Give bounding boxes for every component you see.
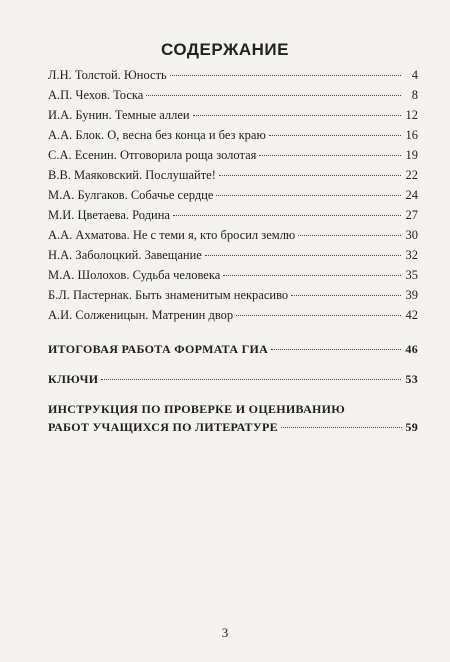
dot-leader	[219, 175, 401, 176]
toc-section-title-line1: ИНСТРУКЦИЯ ПО ПРОВЕРКЕ И ОЦЕНИВАНИЮ	[48, 402, 346, 416]
toc-entry	[48, 206, 418, 224]
dot-leader	[291, 295, 401, 296]
toc-entry	[48, 246, 418, 264]
toc-entry-title: М.А. Шолохов. Судьба человека	[48, 268, 221, 282]
toc-entry-title: М.А. Булгаков. Собачье сердце	[48, 188, 214, 202]
toc-entry	[48, 306, 418, 324]
toc-entry	[48, 66, 418, 84]
toc-entry-page: 42	[405, 308, 418, 322]
toc-section-title-line2-row	[48, 418, 418, 436]
toc-section-instructions	[48, 400, 418, 436]
toc-entry	[48, 86, 418, 104]
toc-section-final-test	[48, 340, 418, 358]
toc-entry	[48, 126, 418, 144]
toc-entry-title: Б.Л. Пастернак. Быть знаменитым некрасиво	[48, 288, 289, 302]
toc-section-page: 46	[405, 342, 418, 356]
toc-entry-page: 8	[411, 88, 418, 102]
dot-leader	[170, 75, 401, 76]
toc-entry-title: Л.Н. Толстой. Юность	[48, 68, 167, 82]
toc-entry-title: А.И. Солженицын. Матренин двор	[48, 308, 234, 322]
toc-entry-page: 22	[405, 168, 418, 182]
toc-entry-page: 4	[411, 68, 418, 82]
toc-entry-page: 24	[405, 188, 418, 202]
toc-entry-page: 30	[405, 228, 418, 242]
toc-section-page: 53	[405, 372, 418, 386]
toc-entry-title: А.П. Чехов. Тоска	[48, 88, 144, 102]
dot-leader	[223, 275, 401, 276]
toc-entry-title: С.А. Есенин. Отговорила роща золотая	[48, 148, 257, 162]
toc-entry-page: 16	[405, 128, 418, 142]
toc-section-keys	[48, 370, 418, 388]
toc-entry-page: 35	[405, 268, 418, 282]
toc-entry	[48, 166, 418, 184]
toc-entry	[48, 266, 418, 284]
toc-entry-title: М.И. Цветаева. Родина	[48, 208, 170, 222]
dot-leader	[193, 115, 401, 116]
toc-entry-title: Н.А. Заболоцкий. Завещание	[48, 248, 202, 262]
page-number: 3	[221, 625, 229, 640]
toc-entry-title: В.В. Маяковский. Послушайте!	[48, 168, 216, 182]
toc-entry	[48, 286, 418, 304]
toc-entry-title: А.А. Блок. О, весна без конца и без краю	[48, 128, 266, 142]
toc-entry-page: 12	[405, 108, 418, 122]
dot-leader	[205, 255, 401, 256]
toc-section-title: КЛЮЧИ	[48, 372, 99, 386]
toc-section-page: 59	[405, 420, 418, 434]
toc-entry-page: 27	[405, 208, 418, 222]
toc-entry-page: 19	[405, 148, 418, 162]
toc-entry	[48, 226, 418, 244]
dot-leader	[216, 195, 401, 196]
toc-entry-page: 39	[405, 288, 418, 302]
dot-leader	[271, 349, 401, 350]
dot-leader	[298, 235, 401, 236]
toc-entry-title: А.А. Ахматова. Не с теми я, кто бросил землю	[48, 228, 296, 242]
dot-leader	[146, 95, 401, 96]
dot-leader	[236, 315, 401, 316]
toc-section-title-line2: РАБОТ УЧАЩИХСЯ ПО ЛИТЕРАТУРЕ	[48, 420, 278, 434]
dot-leader	[269, 135, 401, 136]
toc-entry-title: И.А. Бунин. Темные аллеи	[48, 108, 190, 122]
toc-entry	[48, 186, 418, 204]
dot-leader	[101, 379, 401, 380]
dot-leader	[259, 155, 401, 156]
toc-entry	[48, 146, 418, 164]
page-title: СОДЕРЖАНИЕ	[161, 40, 289, 59]
toc-section-title: ИТОГОВАЯ РАБОТА ФОРМАТА ГИА	[48, 342, 269, 356]
dot-leader	[173, 215, 401, 216]
toc-entry-page: 32	[405, 248, 418, 262]
dot-leader	[281, 427, 403, 428]
toc-entry	[48, 106, 418, 124]
